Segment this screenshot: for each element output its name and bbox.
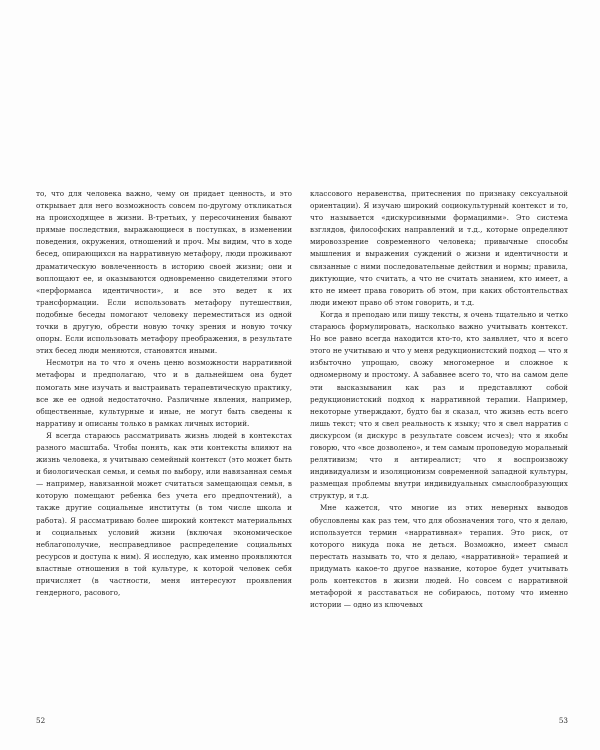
paragraph: то, что для человека важно, чему он придает ценность, и это открывает для него возможность совсем по-другому откликаться на происходящее в жизни. В-третьих, у пересочинения бывают прямые последствия, выражающиеся в поступках, в изменении поведения, окружения, отношений и проч. Мы видим, что в ходе бесед, опирающихся на нарративную метафору, люди проживают драматическую вовлеченность в историю своей жизни; они и воплощают ее, и оказываются одновременно свидетелями этого «перформанса идентичности», и все это ведет к их трансформации. Если использовать метафору путешествия, подобные беседы помогают человеку переместиться из одной точки в другую, обрести новую точку зрения и новую точку опоры. Если использовать метафору преображения, в результате этих бесед люди меняются, становятся иными. bbox=[36, 189, 292, 356]
paragraph: Мне кажется, что многие из этих неверных выводов обусловлены как раз тем, что для обозначения того, что я делаю, используется термин «нарративная» терапия. Это риск, от которого никуда пока не деться. Возможно, имеет смысл перестать называть то, что я делаю, «нарративной» терапией и придумать какое-то другое название, которое будет учитывать роль контекстов в жизни людей. Но совсем с нарративной метафорой я расставаться не собираюсь, потому что именно истории — одно из ключевых bbox=[310, 503, 568, 610]
right-page bbox=[310, 188, 568, 725]
paragraph: классового неравенства, притеснения по признаку сексуальной ориентации). Я изучаю широкий социокультурный контекст и то, что называется «дискурсивными формациями». Это система взглядов, философских направлений и т.д., которые определяют мировоззрение современного человека; привычные способы мышления и выражения суждений о жизни и идентичности и связанные с ними последовательные действия и нормы; правила, диктующие, что считать, а что не считать знанием, кто имеет, а кто не имеет права говорить об этом, при каких обстоятельствах люди имеют право об этом говорить, и т.д. bbox=[310, 189, 568, 307]
page-number: 53 bbox=[558, 716, 568, 725]
paragraph: Я всегда стараюсь рассматривать жизнь людей в контекстах разного масштаба. Чтобы понять, как эти контексты влияют на жизнь человека, я учитываю семейный контекст (это может быть и биологическая семья, и семья по выбору, или навязанная семья — например, навязанной может считаться замещающая семья, в которую помещают ребенка без учета его предпочтений), а также другие социальные институты (в том числе школа и работа). Я рассматриваю более широкий контекст материальных и социальных условий жизни (включая экономическое неблагополучие, несправедливое распределение социальных ресурсов и доступа к ним). Я исследую, как именно проявляются властные отношения в той культуре, к которой человек себя причисляет (в частности, меня интересуют проявления гендерного, расового, bbox=[36, 430, 292, 598]
paragraph: Несмотря на то что я очень ценю возможности нарративной метафоры и предполагаю, что и в дальнейшем она будет помогать мне изучать и выстраивать терапевтическую практику, все же ее одной недостаточно. Различные явления, например, общественные, культурные и иные, не могут быть сведены к нарративу и описаны только в рамках личных историй. bbox=[36, 358, 292, 428]
right-page-text bbox=[310, 188, 568, 611]
paragraph: Когда я преподаю или пишу тексты, я очень тщательно и четко стараюсь формулировать, насколько важно учитывать контекст. Но все равно всегда находится кто-то, кто заявляет, что я всего этого не учитываю и что у меня редукционистский подход — что я избыточно упрощаю, свожу многомерное и сложное к одномерному и простому. А забавнее всего то, что на самом деле эти высказывания как раз и представляют собой редукционистский подход к нарративной терапии. Например, некоторые утверждают, будто бы я сказал, что жизнь есть всего лишь текст; что я свел реальность к языку; что я свел нарратив с дискурсом (и дискурс в результате совсем исчез); что я якобы говорю, что «все дозволено», и тем самым проповедую моральный релятивизм; что я антиреалист; что я воспроизвожу индивидуализм и изоляционизм современной западной культуры, размещая проблемы внутри индивидуальных смыслообразующих структур, и т.д. bbox=[310, 309, 568, 501]
left-page-text bbox=[36, 188, 292, 599]
page-number: 52 bbox=[36, 716, 46, 725]
left-page bbox=[36, 188, 292, 725]
